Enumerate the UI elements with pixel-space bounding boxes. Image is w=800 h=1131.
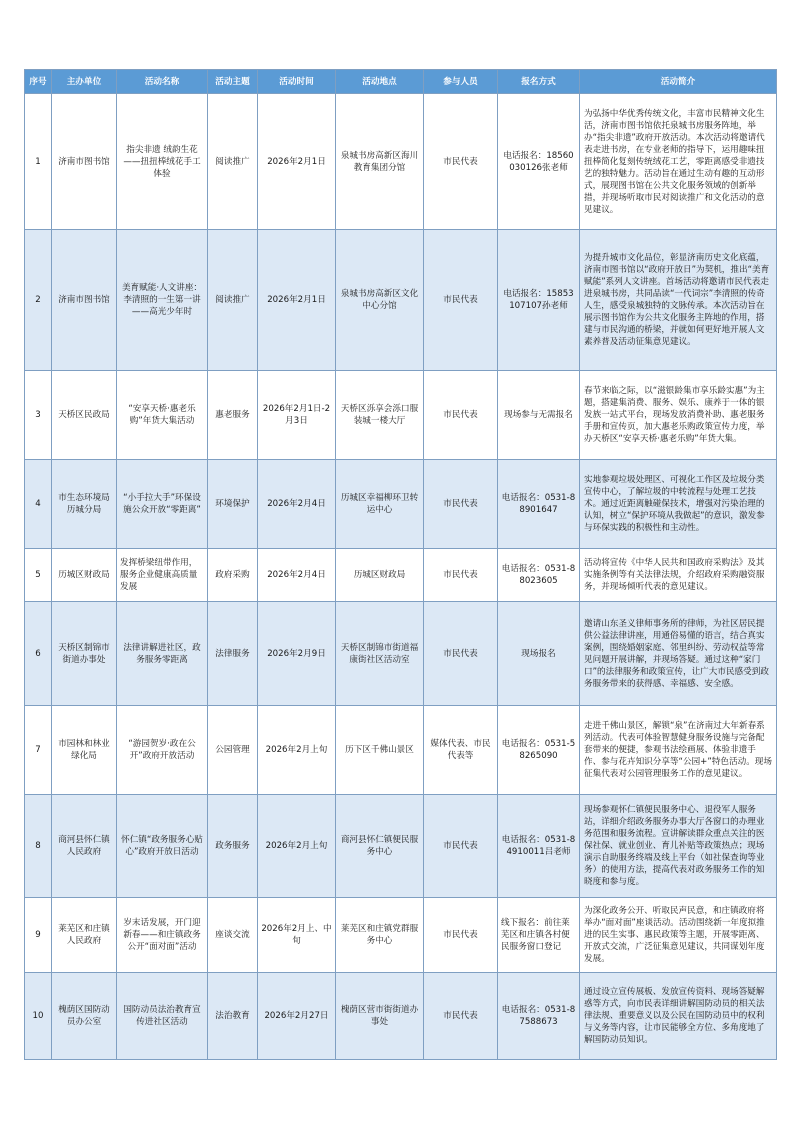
cell-people: 市民代表 <box>424 795 498 898</box>
cell-name: 发挥桥梁纽带作用，服务企业健康高质量发展 <box>117 549 208 602</box>
table-row <box>25 371 777 460</box>
cell-place: 历城区财政局 <box>336 549 424 602</box>
cell-org: 天桥区制锦市街道办事处 <box>52 602 117 706</box>
activity-table-container <box>24 69 776 1060</box>
table-header-row <box>25 70 777 94</box>
cell-time: 2026年2月上旬 <box>258 795 336 898</box>
cell-signup: 线下报名：前往莱芜区和庄镇各村便民服务窗口登记 <box>498 898 580 973</box>
cell-time: 2026年2月1日-2月3日 <box>258 371 336 460</box>
cell-signup: 电话报名：0531-84910011吕老师 <box>498 795 580 898</box>
cell-people: 市民代表 <box>424 973 498 1060</box>
cell-name: “游园贺岁·政在公开”政府开放活动 <box>117 706 208 795</box>
cell-time: 2026年2月上、中旬 <box>258 898 336 973</box>
cell-place: 历下区千佛山景区 <box>336 706 424 795</box>
cell-time: 2026年2月9日 <box>258 602 336 706</box>
cell-no: 1 <box>25 94 52 230</box>
cell-theme: 公园管理 <box>208 706 258 795</box>
cell-intro: 为深化政务公开、听取民声民意，和庄镇政府将举办“面对面”座谈活动。活动围绕新一年度拟推进的民生实事、惠民政策等主题，开展零距离、开放式交流，广泛征集意见建议，共同谋划年度发展。 <box>580 898 777 973</box>
header-name: 活动名称 <box>117 70 208 94</box>
cell-no: 2 <box>25 230 52 371</box>
cell-no: 4 <box>25 460 52 549</box>
cell-org: 历城区财政局 <box>52 549 117 602</box>
cell-intro: 走进千佛山景区，解锁“泉”在济南过大年新春系列活动。代表可体验智慧健身服务设施与完备配套带来的便捷，参观书法绘画展、体验非遗手作、参与花卉知识分享等“公园+”特色活动。现场征集代表对公园管理服务工作的意见建议。 <box>580 706 777 795</box>
cell-signup: 电话报名：0531-88901647 <box>498 460 580 549</box>
table-row <box>25 94 777 230</box>
cell-theme: 政务服务 <box>208 795 258 898</box>
cell-time: 2026年2月1日 <box>258 94 336 230</box>
cell-name: 国防动员法治教育宣传进社区活动 <box>117 973 208 1060</box>
cell-time: 2026年2月4日 <box>258 460 336 549</box>
cell-name: “安享天桥·惠老乐购”年货大集活动 <box>117 371 208 460</box>
cell-org: 市园林和林业绿化局 <box>52 706 117 795</box>
header-place: 活动地点 <box>336 70 424 94</box>
table-row <box>25 706 777 795</box>
cell-theme: 阅读推广 <box>208 230 258 371</box>
cell-time: 2026年2月27日 <box>258 973 336 1060</box>
cell-name: 岁末话发展，开门迎新春——和庄镇政务公开“面对面”活动 <box>117 898 208 973</box>
cell-signup: 现场报名 <box>498 602 580 706</box>
cell-people: 市民代表 <box>424 94 498 230</box>
cell-no: 3 <box>25 371 52 460</box>
cell-intro: 春节来临之际，以“滋银龄集市享乐龄实惠”为主题，搭建集消费、服务、娱乐、康养于一体的银发族一站式平台，现场发放消费补助、惠老服务手册和宣传页，加大惠老乐购政策宣传力度，举办天桥区“安享天桥·惠老乐购”年货大集。 <box>580 371 777 460</box>
cell-theme: 环境保护 <box>208 460 258 549</box>
table-row <box>25 973 777 1060</box>
cell-signup: 现场参与无需报名 <box>498 371 580 460</box>
cell-people: 市民代表 <box>424 460 498 549</box>
cell-org: 济南市图书馆 <box>52 230 117 371</box>
cell-place: 历城区幸福柳环卫转运中心 <box>336 460 424 549</box>
cell-no: 8 <box>25 795 52 898</box>
table-row <box>25 460 777 549</box>
cell-no: 10 <box>25 973 52 1060</box>
cell-name: 美育赋能·人文讲座：李清照的一生第一讲——高光少年时 <box>117 230 208 371</box>
header-time: 活动时间 <box>258 70 336 94</box>
cell-no: 9 <box>25 898 52 973</box>
cell-no: 5 <box>25 549 52 602</box>
cell-theme: 座谈交流 <box>208 898 258 973</box>
cell-time: 2026年2月1日 <box>258 230 336 371</box>
header-intro: 活动简介 <box>580 70 777 94</box>
cell-people: 市民代表 <box>424 230 498 371</box>
cell-intro: 为提升城市文化品位，彰显济南历史文化底蕴，济南市图书馆以“政府开放日”为契机，推出“美育赋能”系列人文讲座。首场活动将邀请市民代表走进泉城书房，共同品读“一代词宗”李清照的传奇人生，感受泉城独特的文脉传承。本次活动旨在展示图书馆作为公共文化服务主阵地的作用，搭建与市民沟通的桥梁，并就如何更好地开展人文素养普及活动征集意见建议。 <box>580 230 777 371</box>
cell-intro: 活动将宣传《中华人民共和国政府采购法》及其实施条例等有关法律法规，介绍政府采购融资服务，并现场倾听代表的意见建议。 <box>580 549 777 602</box>
cell-people: 市民代表 <box>424 602 498 706</box>
cell-name: 法律讲解进社区，政务服务零距离 <box>117 602 208 706</box>
cell-intro: 邀请山东圣义律师事务所的律师，为社区居民提供公益法律讲座，用通俗易懂的语言，结合真实案例，围绕婚姻家庭、邻里纠纷、劳动权益等常见问题开展讲解，并现场答疑。通过这种“家门口”的法律服务和政策宣传，让广大市民感受到政务服务带来的获得感、幸福感、安全感。 <box>580 602 777 706</box>
header-org: 主办单位 <box>52 70 117 94</box>
cell-org: 济南市图书馆 <box>52 94 117 230</box>
cell-name: 怀仁镇“政务服务心贴心”政府开放日活动 <box>117 795 208 898</box>
cell-theme: 惠老服务 <box>208 371 258 460</box>
cell-people: 市民代表 <box>424 371 498 460</box>
cell-place: 槐荫区营市街街道办事处 <box>336 973 424 1060</box>
cell-place: 天桥区泺享会泺口服装城一楼大厅 <box>336 371 424 460</box>
cell-place: 天桥区制锦市街道福康街社区活动室 <box>336 602 424 706</box>
cell-intro: 为弘扬中华优秀传统文化，丰富市民精神文化生活，济南市图书馆依托泉城书房服务阵地，举办“指尖非遗”政府开放活动。本次活动将邀请代表走进书房，在专业老师的指导下，运用趣味扭扭棒简化复刻传统绒花工艺，零距离感受非遗技艺的独特魅力。活动旨在通过生动有趣的互动形式，展现图书馆在公共文化服务领域的创新举措，并现场听取市民对阅读推广和文化活动的意见建议。 <box>580 94 777 230</box>
table-row <box>25 230 777 371</box>
cell-time: 2026年2月上旬 <box>258 706 336 795</box>
cell-place: 泉城书房高新区文化中心分馆 <box>336 230 424 371</box>
cell-intro: 实地参观垃圾处理区、可视化工作区及垃圾分类宣传中心，了解垃圾的中转流程与处理工艺技术。通过近距离触碰保技术，增强对污染治理的认知，树立“保护环境从我做起”的意识，激发参与环保实践的积极性和主动性。 <box>580 460 777 549</box>
header-people: 参与人员 <box>424 70 498 94</box>
cell-org: 商河县怀仁镇人民政府 <box>52 795 117 898</box>
cell-place: 莱芜区和庄镇党群服务中心 <box>336 898 424 973</box>
header-theme: 活动主题 <box>208 70 258 94</box>
cell-org: 市生态环境局历城分局 <box>52 460 117 549</box>
cell-theme: 政府采购 <box>208 549 258 602</box>
cell-signup: 电话报名：0531-88023605 <box>498 549 580 602</box>
cell-signup: 电话报名：0531-58265090 <box>498 706 580 795</box>
activity-table <box>24 69 777 1060</box>
cell-people: 市民代表 <box>424 898 498 973</box>
cell-place: 泉城书房高新区海川教育集团分馆 <box>336 94 424 230</box>
cell-signup: 电话报名：18560030126张老师 <box>498 94 580 230</box>
header-no: 序号 <box>25 70 52 94</box>
cell-theme: 阅读推广 <box>208 94 258 230</box>
cell-people: 市民代表 <box>424 549 498 602</box>
cell-name: “小手拉大手”环保设施公众开放“零距离” <box>117 460 208 549</box>
cell-people: 媒体代表、市民代表等 <box>424 706 498 795</box>
cell-intro: 通过设立宣传展板、发放宣传资料、现场答疑解惑等方式，向市民表详细讲解国防动员的相关法律法规、重要意义以及公民在国防动员中的权利与义务等内容，让市民能够全方位、多角度地了解国防动员知识。 <box>580 973 777 1060</box>
table-row <box>25 602 777 706</box>
cell-org: 槐荫区国防动员办公室 <box>52 973 117 1060</box>
cell-no: 6 <box>25 602 52 706</box>
cell-intro: 现场参观怀仁镇便民服务中心、退役军人服务站，详细介绍政务服务办事大厅各窗口的办理业务范围和服务流程。宣讲解读群众重点关注的医保社保、就业创业、育儿补贴等政策热点；现场演示自助服务终端及线上平台（如社保查询等业务）的使用方法，提高代表对政务服务工作的知晓度和参与度。 <box>580 795 777 898</box>
cell-theme: 法治教育 <box>208 973 258 1060</box>
cell-place: 商河县怀仁镇便民服务中心 <box>336 795 424 898</box>
table-row <box>25 898 777 973</box>
cell-org: 天桥区民政局 <box>52 371 117 460</box>
cell-signup: 电话报名：0531-87588673 <box>498 973 580 1060</box>
table-row <box>25 549 777 602</box>
table-row <box>25 795 777 898</box>
cell-no: 7 <box>25 706 52 795</box>
cell-time: 2026年2月4日 <box>258 549 336 602</box>
cell-signup: 电话报名：15853107107孙老师 <box>498 230 580 371</box>
cell-theme: 法律服务 <box>208 602 258 706</box>
cell-name: 指尖非遗 绒韵生花——扭扭棒绒花手工体验 <box>117 94 208 230</box>
header-signup: 报名方式 <box>498 70 580 94</box>
cell-org: 莱芜区和庄镇人民政府 <box>52 898 117 973</box>
